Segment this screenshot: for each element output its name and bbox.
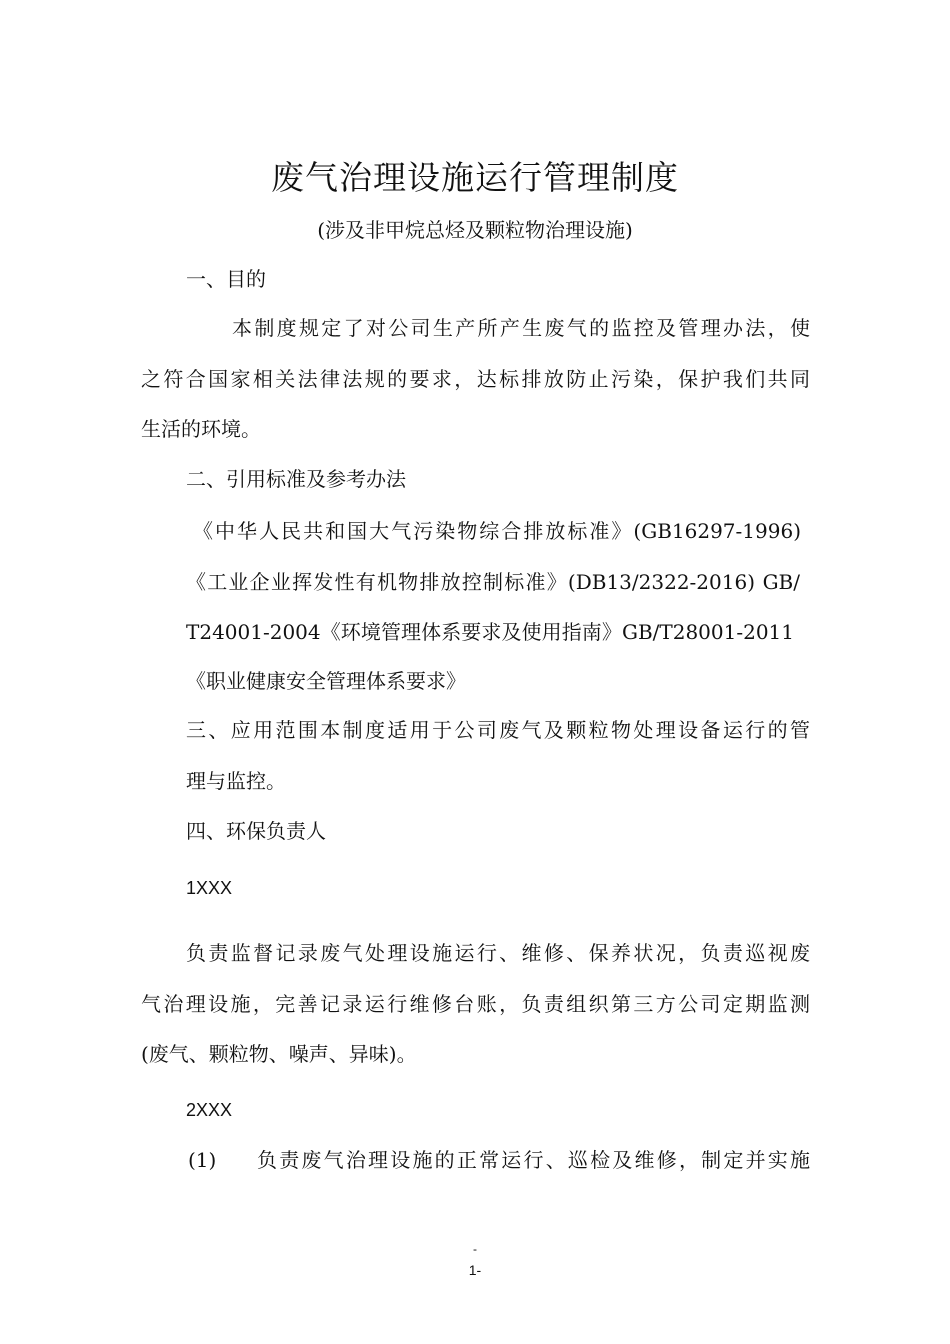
- section-1-heading: 一、目的: [186, 267, 266, 291]
- reference-line-2: 《工业企业挥发性有机物排放控制标准》(DB13/2322-2016) GB/: [186, 570, 800, 594]
- reference-line-4: 《职业健康安全管理体系要求》: [186, 669, 466, 693]
- person-1-duty-line-3: (废气、颗粒物、噪声、异味)。: [141, 1042, 417, 1066]
- section-2-heading: 二、引用标准及参考办法: [186, 467, 406, 491]
- person-1-duty-line-2: 气治理设施，完善记录运行维修台账，负责组织第三方公司定期监测: [141, 992, 810, 1016]
- footer-dash: -: [473, 1242, 477, 1256]
- section-1-paragraph-line-1: 本制度规定了对公司生产所产生废气的监控及管理办法，使: [232, 316, 810, 340]
- section-1-paragraph-line-2: 之符合国家相关法律法规的要求，达标排放防止污染，保护我们共同: [141, 367, 810, 391]
- reference-line-1: 《中华人民共和国大气污染物综合排放标准》(GB16297-1996): [193, 519, 801, 543]
- list-item-number: (1): [188, 1148, 217, 1172]
- section-4-heading: 四、环保负责人: [186, 819, 326, 843]
- person-1-label: 1XXX: [186, 878, 233, 898]
- document-title: 废气治理设施运行管理制度: [271, 158, 679, 197]
- person-1-duty-line-1: 负责监督记录废气处理设施运行、维修、保养状况，负责巡视废: [186, 941, 810, 965]
- page-number: 1-: [468, 1262, 482, 1278]
- section-3-line-1: 三、应用范围本制度适用于公司废气及颗粒物处理设备运行的管: [186, 718, 810, 742]
- reference-line-3: T24001-2004《环境管理体系要求及使用指南》GB/T28001-2011: [186, 620, 794, 644]
- section-1-paragraph-line-3: 生活的环境。: [141, 417, 261, 441]
- document-subtitle: (涉及非甲烷总烃及颗粒物治理设施): [317, 218, 633, 242]
- list-item-text: 负责废气治理设施的正常运行、巡检及维修，制定并实施: [257, 1148, 810, 1172]
- section-3-line-2: 理与监控。: [186, 769, 286, 793]
- person-2-label: 2XXX: [186, 1100, 233, 1120]
